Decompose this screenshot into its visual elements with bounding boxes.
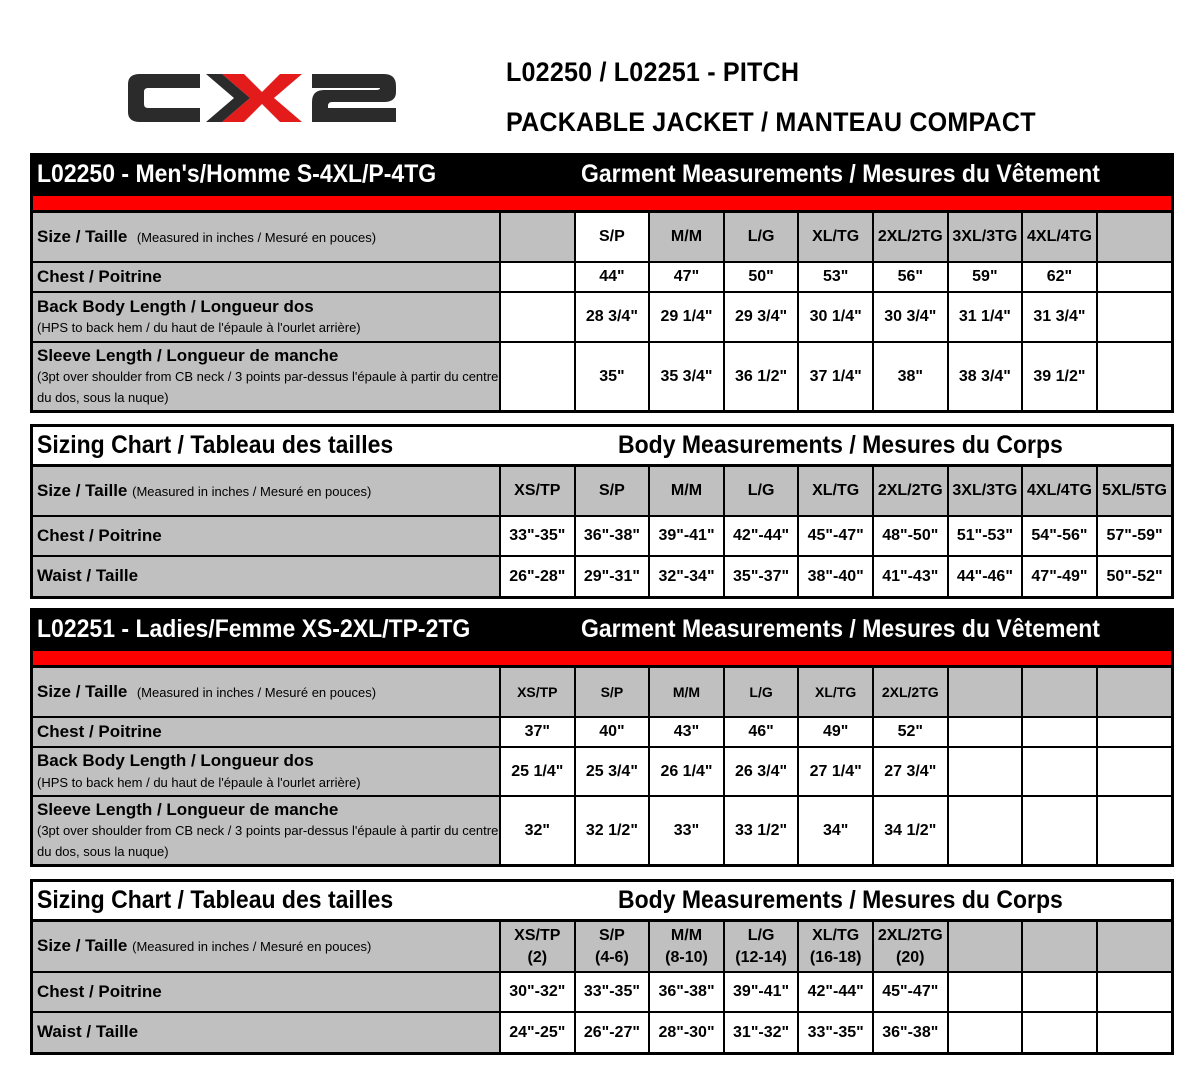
value-cell [1022,1012,1097,1052]
value-cell [1022,747,1097,796]
value-cell: 45"-47" [798,516,873,556]
size-cell: M/M (8-10) [649,922,724,972]
size-cell [948,922,1023,972]
value-cell [1097,262,1172,292]
value-cell: 48"-50" [873,516,948,556]
value-cell: 37 1/4" [798,342,873,410]
value-cell [500,342,575,410]
value-cell [1097,342,1172,410]
table-row [33,516,1171,556]
cx2-logo-icon [126,66,398,128]
value-cell: 29 1/4" [649,292,724,342]
row-label: Waist / Taille [33,1012,500,1052]
value-cell: 26"-28" [500,556,575,596]
value-cell: 24"-25" [500,1012,575,1052]
size-cell: S/P (4-6) [575,922,650,972]
table-row [33,292,1171,342]
size-row [33,668,1171,717]
value-cell: 35"-37" [724,556,799,596]
size-cell [1022,922,1097,972]
value-cell [1097,292,1172,342]
value-cell [1022,796,1097,864]
size-cell [948,668,1023,717]
value-cell [948,747,1023,796]
size-cell: M/M [649,668,724,717]
value-cell: 43" [649,717,724,747]
size-cell: 2XL/2TG [873,213,948,262]
value-cell: 40" [575,717,650,747]
value-cell: 32 1/2" [575,796,650,864]
value-cell: 42"-44" [724,516,799,556]
size-cell: XS/TP [500,467,575,516]
section-subtitle: Garment Measurements / Mesures du Vêtement [581,160,1100,188]
size-row [33,922,1171,972]
size-cell: XS/TP [500,668,575,717]
size-cell [1097,668,1172,717]
value-cell: 57"-59" [1097,516,1172,556]
mens-body-section [30,424,1174,599]
size-cell: XL/TG (16-18) [798,922,873,972]
value-cell [1022,972,1097,1012]
value-cell: 29 3/4" [724,292,799,342]
row-label: Chest / Poitrine [33,262,500,292]
value-cell: 28"-30" [649,1012,724,1052]
value-cell: 31 3/4" [1022,292,1097,342]
value-cell: 37" [500,717,575,747]
size-cell: L/G [724,467,799,516]
table-row [33,342,1171,410]
value-cell: 38"-40" [798,556,873,596]
product-name-title: PACKABLE JACKET / MANTEAU COMPACT [506,107,1036,137]
value-cell: 32" [500,796,575,864]
value-cell: 35" [575,342,650,410]
cx2-logo [126,66,398,128]
value-cell: 39"-41" [724,972,799,1012]
size-row [33,467,1171,516]
ladies-body-section [30,879,1174,1055]
value-cell: 34 1/2" [873,796,948,864]
value-cell: 33 1/2" [724,796,799,864]
value-cell: 47" [649,262,724,292]
product-code-title: L02250 / L02251 - PITCH [506,57,800,87]
value-cell [948,717,1023,747]
value-cell: 36"-38" [575,516,650,556]
table-row [33,717,1171,747]
size-label-cell: Size / Taille (Measured in inches / Mesuré en pouces) [33,922,500,972]
value-cell [1097,717,1172,747]
size-label-cell: Size / Taille (Measured in inches / Mesuré en pouces) [33,467,500,516]
section-subtitle: Body Measurements / Mesures du Corps [618,886,1063,914]
value-cell: 45"-47" [873,972,948,1012]
value-cell: 54"-56" [1022,516,1097,556]
section-title: L02250 - Men's/Homme S-4XL/P-4TG [37,160,437,188]
table-row [33,796,1171,864]
size-cell: L/G [724,668,799,717]
value-cell: 33" [649,796,724,864]
size-cell: XL/TG [798,668,873,717]
section-title: Sizing Chart / Tableau des tailles [37,431,394,459]
section-header [33,156,1171,196]
value-cell: 31 1/4" [948,292,1023,342]
table-row [33,1012,1171,1052]
section-subtitle: Body Measurements / Mesures du Corps [618,431,1063,459]
ladies-garment-section [30,608,1174,867]
size-cell [1022,668,1097,717]
value-cell: 41"-43" [873,556,948,596]
value-cell: 36 1/2" [724,342,799,410]
size-cell [500,213,575,262]
value-cell [1097,1012,1172,1052]
value-cell: 59" [948,262,1023,292]
row-label: Back Body Length / Longueur dos (HPS to back hem / du haut de l'épaule à l'ourlet arrière) [33,747,500,796]
size-cell: L/G (12-14) [724,922,799,972]
value-cell: 30 1/4" [798,292,873,342]
row-label: Back Body Length / Longueur dos (HPS to back hem / du haut de l'épaule à l'ourlet arrière) [33,292,500,342]
size-cell: XL/TG [798,467,873,516]
value-cell: 32"-34" [649,556,724,596]
size-cell: L/G [724,213,799,262]
value-cell: 36"-38" [649,972,724,1012]
section-title: L02251 - Ladies/Femme XS-2XL/TP-2TG [37,615,471,643]
value-cell [948,972,1023,1012]
value-cell: 49" [798,717,873,747]
value-cell: 26"-27" [575,1012,650,1052]
value-cell: 51"-53" [948,516,1023,556]
table-row [33,556,1171,596]
value-cell: 46" [724,717,799,747]
table-row [33,747,1171,796]
size-cell [1097,213,1172,262]
value-cell: 56" [873,262,948,292]
ladies-body-table [33,922,1171,1052]
ladies-garment-table [33,668,1171,864]
value-cell: 44" [575,262,650,292]
row-label: Chest / Poitrine [33,717,500,747]
value-cell: 38" [873,342,948,410]
value-cell: 39 1/2" [1022,342,1097,410]
value-cell: 27 3/4" [873,747,948,796]
red-divider [33,651,1171,668]
value-cell: 25 1/4" [500,747,575,796]
value-cell: 26 1/4" [649,747,724,796]
mens-garment-section [30,153,1174,413]
value-cell [1097,796,1172,864]
size-cell: 2XL/2TG (20) [873,922,948,972]
value-cell: 27 1/4" [798,747,873,796]
value-cell: 31"-32" [724,1012,799,1052]
size-cell: 2XL/2TG [873,668,948,717]
section-header [33,427,1171,467]
size-cell: 4XL/4TG [1022,213,1097,262]
value-cell: 36"-38" [873,1012,948,1052]
value-cell [1097,747,1172,796]
value-cell: 29"-31" [575,556,650,596]
size-cell: 3XL/3TG [948,213,1023,262]
mens-garment-table [33,213,1171,410]
value-cell [948,796,1023,864]
mens-body-table [33,467,1171,596]
table-row [33,262,1171,292]
value-cell: 44"-46" [948,556,1023,596]
red-divider [33,196,1171,213]
section-title: Sizing Chart / Tableau des tailles [37,886,394,914]
size-label-cell: Size / Taille (Measured in inches / Mesuré en pouces) [33,668,500,717]
value-cell: 42"-44" [798,972,873,1012]
value-cell: 30"-32" [500,972,575,1012]
size-cell: 5XL/5TG [1097,467,1172,516]
size-cell: 3XL/3TG [948,467,1023,516]
value-cell: 39"-41" [649,516,724,556]
value-cell: 33"-35" [798,1012,873,1052]
row-label: Chest / Poitrine [33,972,500,1012]
value-cell: 33"-35" [575,972,650,1012]
value-cell: 50" [724,262,799,292]
size-cell [1097,922,1172,972]
value-cell [948,1012,1023,1052]
section-header [33,882,1171,922]
size-cell: S/P [575,467,650,516]
value-cell: 28 3/4" [575,292,650,342]
value-cell: 30 3/4" [873,292,948,342]
size-cell: XS/TP (2) [500,922,575,972]
table-row [33,972,1171,1012]
value-cell [500,292,575,342]
value-cell: 34" [798,796,873,864]
row-label: Waist / Taille [33,556,500,596]
value-cell: 25 3/4" [575,747,650,796]
value-cell: 53" [798,262,873,292]
size-cell: S/P [575,668,650,717]
size-label-cell: Size / Taille (Measured in inches / Mesuré en pouces) [33,213,500,262]
size-cell: 4XL/4TG [1022,467,1097,516]
value-cell: 52" [873,717,948,747]
size-cell: 2XL/2TG [873,467,948,516]
value-cell [1022,717,1097,747]
value-cell: 47"-49" [1022,556,1097,596]
value-cell: 35 3/4" [649,342,724,410]
size-cell: XL/TG [798,213,873,262]
value-cell [500,262,575,292]
section-subtitle: Garment Measurements / Mesures du Vêtement [581,615,1100,643]
value-cell: 38 3/4" [948,342,1023,410]
size-row [33,213,1171,262]
value-cell: 50"-52" [1097,556,1172,596]
value-cell: 33"-35" [500,516,575,556]
size-cell: M/M [649,213,724,262]
value-cell: 26 3/4" [724,747,799,796]
value-cell [1097,972,1172,1012]
size-cell: M/M [649,467,724,516]
row-label: Chest / Poitrine [33,516,500,556]
value-cell: 62" [1022,262,1097,292]
row-label: Sleeve Length / Longueur de manche (3pt over shoulder from CB neck / 3 points par-dessus l'épaule à partir du centre du dos, sous la nuque) [33,796,500,864]
section-header [33,611,1171,651]
size-cell: S/P [575,213,650,262]
row-label: Sleeve Length / Longueur de manche (3pt over shoulder from CB neck / 3 points par-dessus l'épaule à partir du centre du dos, sous la nuque) [33,342,500,410]
